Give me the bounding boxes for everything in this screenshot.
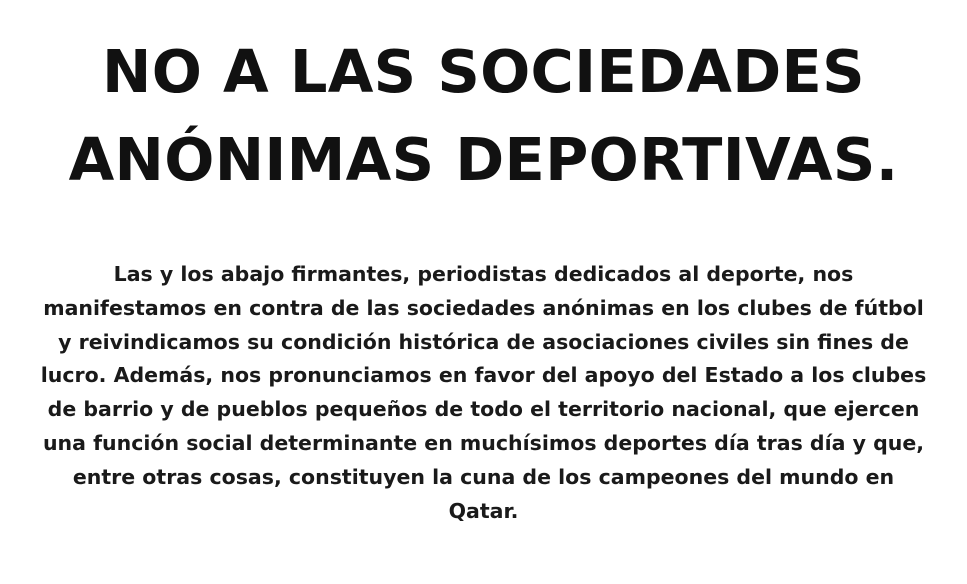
statement-line: entre otras cosas, constituyen la cuna de los campeones del mundo en (72, 464, 895, 489)
statement-line: lucro. Además, nos pronunciamos en favor del apoyo del Estado a los clubes (40, 363, 927, 388)
statement-line: manifestamos en contra de las sociedades anónimas en los clubes de fútbol (43, 295, 924, 320)
statement-line: una función social determinante en muchísimos deportes día tras día y que, (42, 430, 925, 455)
headline-line: ANÓNIMAS DEPORTIVAS. (68, 125, 899, 194)
statement-line: de barrio y de pueblos pequeños de todo el territorio nacional, que ejercen (47, 397, 920, 422)
headline-line: NO A LAS SOCIEDADES (102, 37, 865, 106)
statement-line: y reivindicamos su condición histórica de asociaciones civiles sin fines de (58, 329, 909, 354)
statement-paragraph (18, 258, 949, 528)
headline (0, 28, 967, 204)
statement-line: Las y los abajo firmantes, periodistas dedicados al deporte, nos (113, 262, 854, 286)
statement-line: Qatar. (448, 498, 519, 523)
